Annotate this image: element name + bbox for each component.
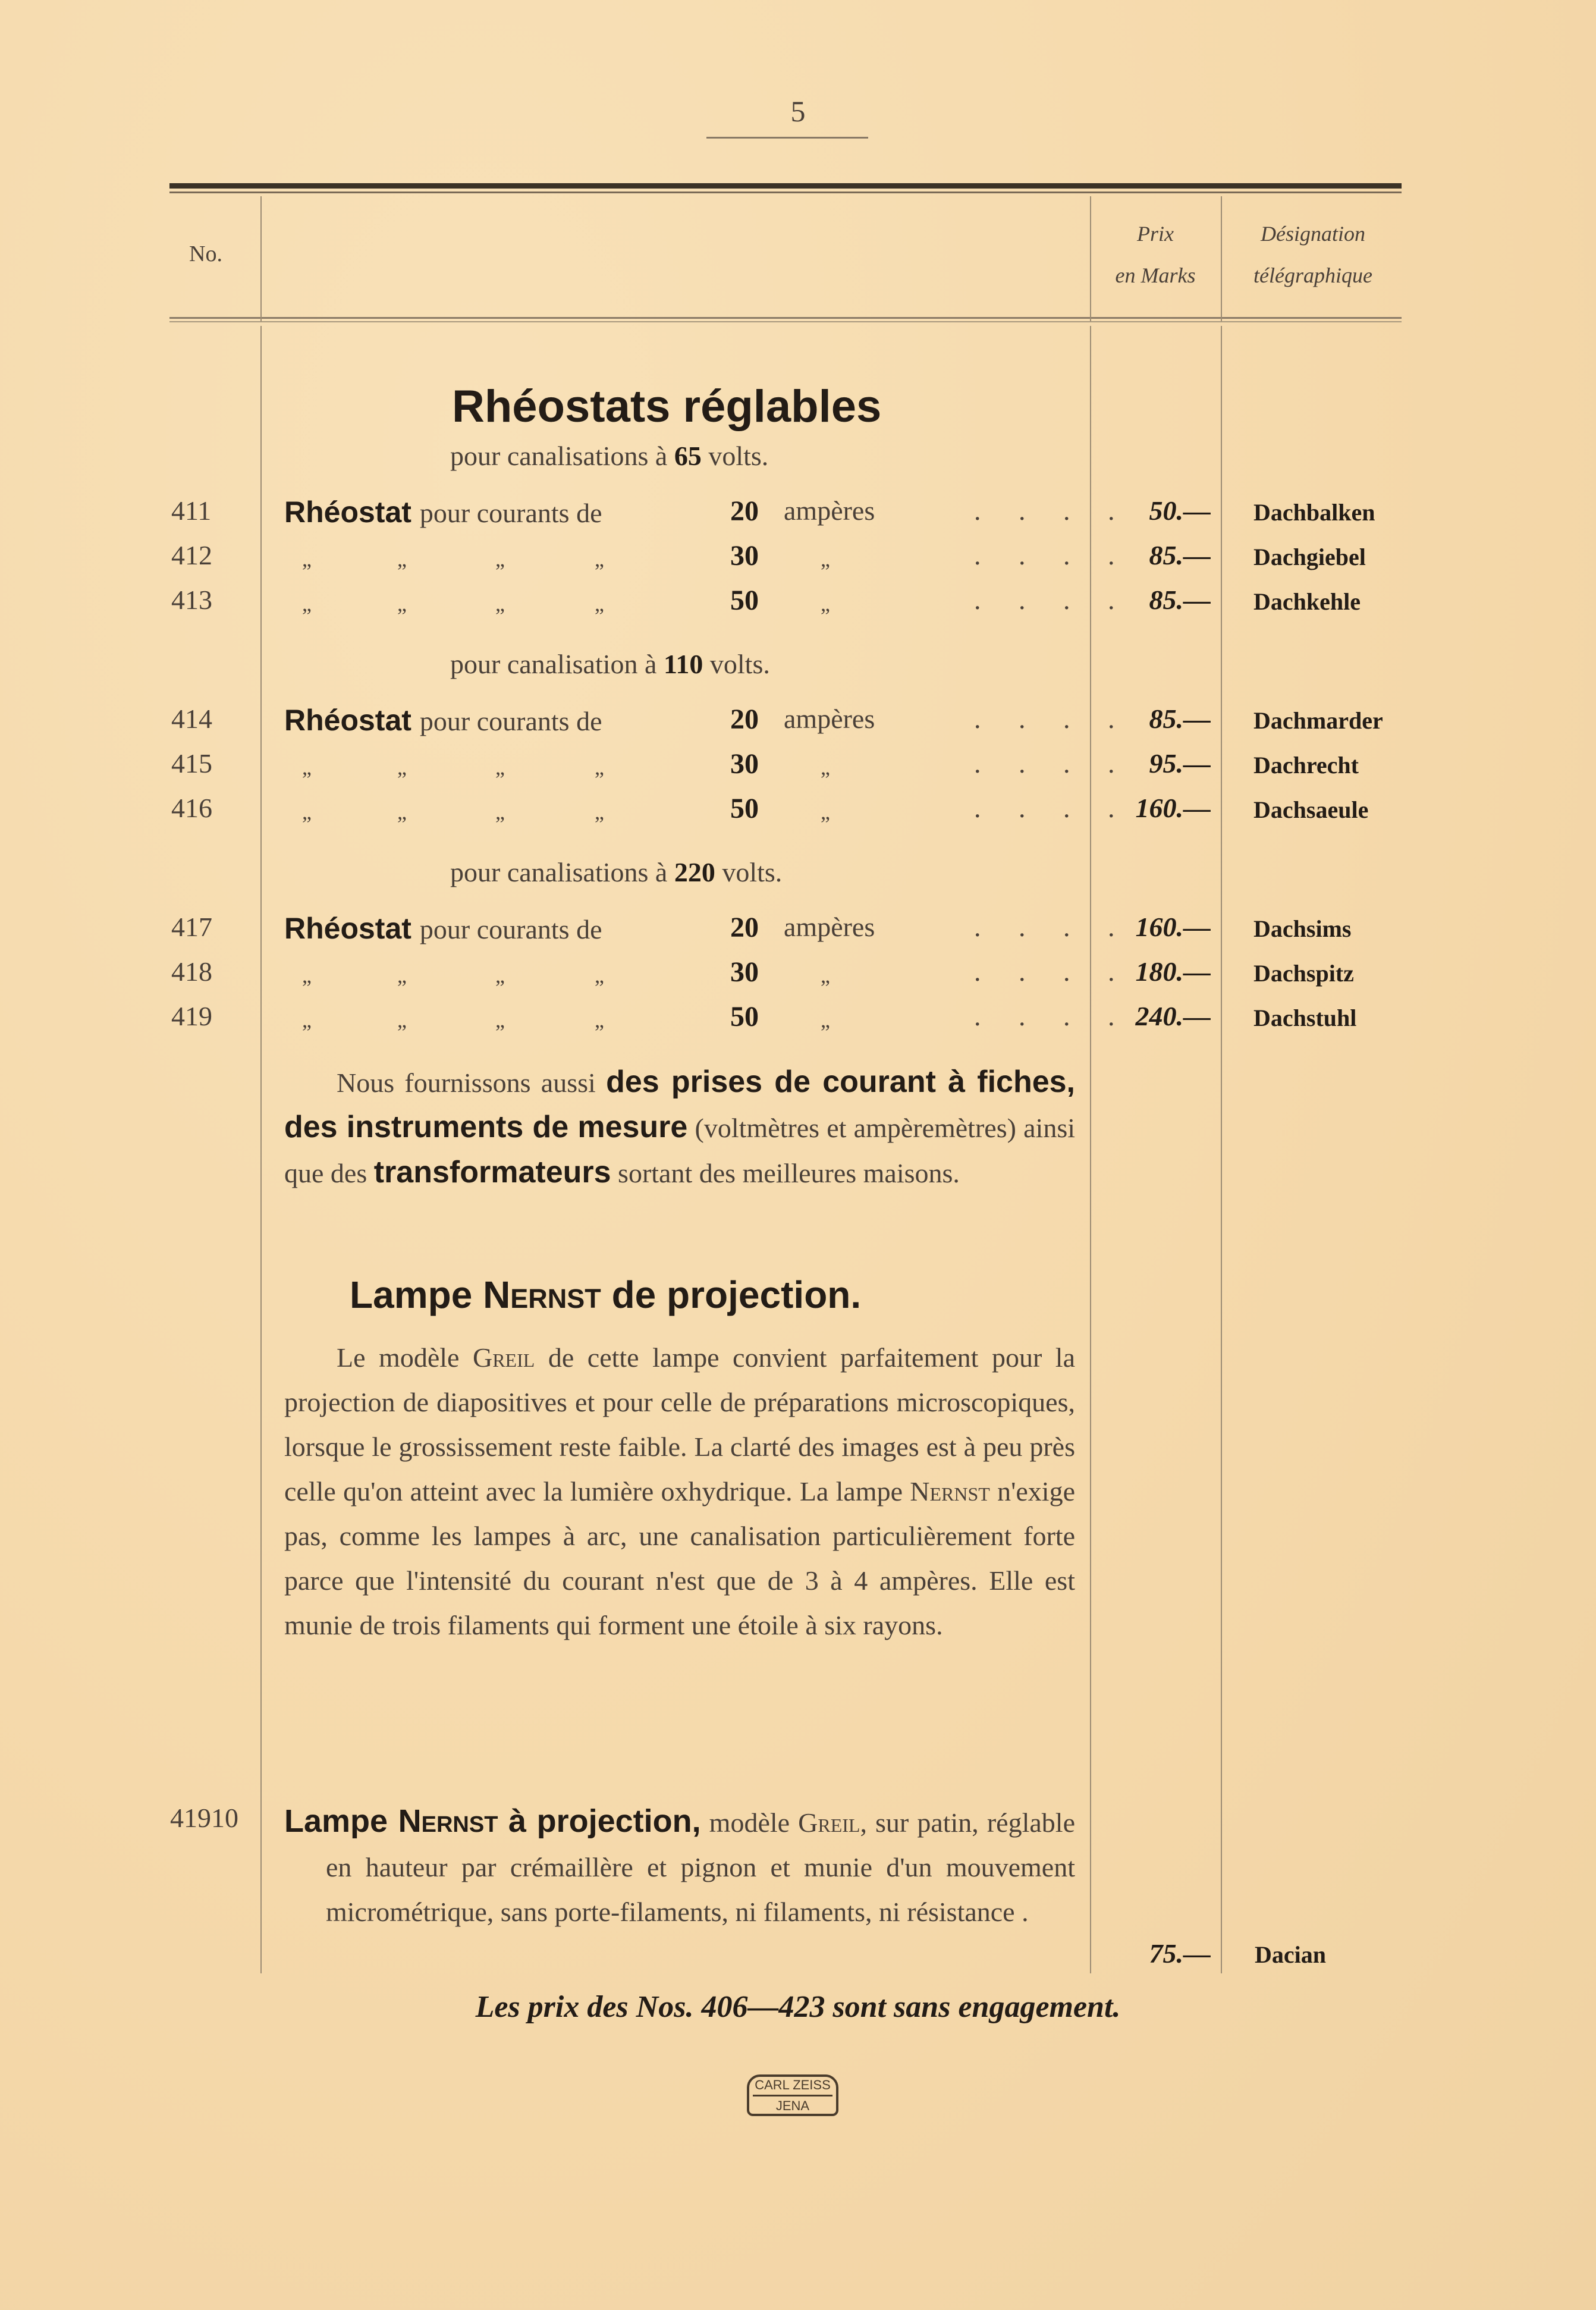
ditto-mark: „ <box>821 800 830 824</box>
header-bottom-rule-2 <box>169 321 1402 322</box>
item-description <box>284 911 602 946</box>
ditto-mark: „ <box>397 592 407 616</box>
subtitle-text: pour canalisation à <box>450 649 664 679</box>
supply-note-text-3: sortant des meilleures maisons. <box>611 1158 960 1188</box>
title-text: Lampe <box>350 1273 483 1316</box>
item-telegraph-code: Dachbalken <box>1253 499 1375 526</box>
item-price: 160.— <box>1135 912 1211 942</box>
table-row <box>0 703 1596 739</box>
item-number: 417 <box>171 912 212 942</box>
item-price-41910: 75.— <box>1149 1938 1211 1969</box>
column-header-price-2: en Marks <box>1115 263 1196 287</box>
ditto-mark: „ <box>302 755 312 779</box>
voltage-subtitle <box>450 440 768 472</box>
page-number: 5 <box>790 95 806 128</box>
item-lead: Lampe <box>284 1803 398 1839</box>
item-amperes: 30 <box>730 540 759 572</box>
subtitle-volts: 65 <box>674 441 702 471</box>
item-text: pour courants de <box>419 498 602 528</box>
column-header-price-1: Prix <box>1137 222 1174 246</box>
table-row <box>0 956 1596 991</box>
ditto-mark: „ <box>595 547 604 571</box>
item-unit: ampères <box>784 704 875 734</box>
item-number: 418 <box>171 956 212 987</box>
ditto-mark: „ <box>821 592 830 616</box>
ditto-mark: „ <box>302 1008 312 1032</box>
item-lead-brand: Nernst <box>398 1803 498 1839</box>
paragraph-brand-name: Nernst <box>910 1476 990 1506</box>
item-text-1: modèle <box>700 1807 799 1838</box>
item-text-2: , sur patin, réglable en hauteur par crémaillère et pignon et munie d'un mouvement micrométrique, sans porte-filaments, ni filaments, ni résistance . <box>326 1807 1075 1927</box>
supply-note-bold-1: des prises de courant à fiches, des instruments de mesure <box>284 1065 1075 1144</box>
ditto-mark: „ <box>821 547 830 571</box>
item-telegraph-code: Dachkehle <box>1253 588 1361 615</box>
supply-note-paragraph <box>284 1060 1075 1195</box>
leader-dots: . . . . <box>974 540 1130 570</box>
leader-dots: . . . . <box>974 912 1130 942</box>
leader-dots: . . . . <box>974 704 1130 734</box>
leader-dots: . . . . <box>974 1001 1130 1031</box>
carl-zeiss-logo <box>747 2074 838 2116</box>
item-amperes: 30 <box>730 956 759 988</box>
item-number: 415 <box>171 748 212 779</box>
ditto-mark: „ <box>302 592 312 616</box>
item-price: 85.— <box>1149 585 1211 615</box>
item-description-41910 <box>284 1799 1075 1934</box>
leader-dots: . . . . <box>974 793 1130 823</box>
item-number: 416 <box>171 793 212 823</box>
section-title-rheostats: Rhéostats réglables <box>452 381 882 432</box>
ditto-mark: „ <box>495 755 505 779</box>
section-title-nernst-lamp <box>350 1273 861 1317</box>
item-amperes: 50 <box>730 585 759 616</box>
ditto-mark: „ <box>397 755 407 779</box>
item-amperes: 50 <box>730 793 759 824</box>
ditto-mark: „ <box>595 963 604 987</box>
item-amperes: 50 <box>730 1001 759 1032</box>
ditto-mark: „ <box>821 755 830 779</box>
supply-note-bold-2: transformateurs <box>373 1155 611 1189</box>
table-row <box>0 539 1596 575</box>
column-header-no: No. <box>189 241 222 266</box>
paragraph-text-3: n'exige pas, comme les lampes à arc, une canalisation particulièrement forte parce que l'intensité du courant n'est que de 3 à 4 ampères. Elle est munie de trois filaments qui forment une étoile à six rayons. <box>284 1476 1076 1640</box>
voltage-subtitle <box>450 648 770 680</box>
table-row <box>0 495 1596 531</box>
ditto-mark: „ <box>302 800 312 824</box>
column-header-designation-1: Désignation <box>1261 222 1365 246</box>
item-unit: ampères <box>784 495 875 526</box>
item-telegraph-code: Dachsims <box>1253 915 1352 942</box>
paragraph-text-1: Le modèle <box>337 1342 473 1373</box>
item-amperes: 20 <box>730 912 759 943</box>
table-row <box>0 792 1596 828</box>
item-number: 413 <box>171 585 212 615</box>
item-description <box>284 495 602 529</box>
item-telegraph-code: Dachrecht <box>1253 752 1359 779</box>
subtitle-volts: 220 <box>674 857 715 887</box>
subtitle-volts: 110 <box>663 649 703 679</box>
column-header-designation-2: télégraphique <box>1253 263 1372 287</box>
header-rule-thin <box>169 192 1402 193</box>
ditto-mark: „ <box>495 1008 505 1032</box>
header-bottom-rule <box>169 317 1402 319</box>
item-telegraph-code: Dachgiebel <box>1253 544 1366 570</box>
item-lead: Rhéostat <box>284 495 411 529</box>
subtitle-text-end: volts. <box>701 441 769 471</box>
logo-line-1: CARL ZEISS <box>755 2077 831 2092</box>
ditto-mark: „ <box>595 592 604 616</box>
supply-note-text-2: (voltmètres et ampèremètres) ainsi que des <box>284 1113 1075 1188</box>
item-price: 160.— <box>1135 793 1211 823</box>
item-number: 411 <box>171 495 212 526</box>
ditto-mark: „ <box>495 963 505 987</box>
column-divider-designation <box>1221 196 1222 321</box>
item-lead: Rhéostat <box>284 704 411 737</box>
ditto-mark: „ <box>821 1008 830 1032</box>
item-telegraph-code: Dachmarder <box>1253 707 1383 734</box>
leader-dots: . . . . <box>974 585 1130 615</box>
ditto-mark: „ <box>397 963 407 987</box>
subtitle-text: pour canalisations à <box>450 441 674 471</box>
table-row <box>0 911 1596 947</box>
item-model-name: Greil <box>798 1807 860 1838</box>
item-unit: ampères <box>784 912 875 942</box>
subtitle-text-end: volts. <box>715 857 783 887</box>
item-number: 419 <box>171 1001 212 1031</box>
title-brand: Nernst <box>483 1273 601 1316</box>
item-price: 50.— <box>1149 495 1211 526</box>
ditto-mark: „ <box>821 963 830 987</box>
header-rule-thick <box>169 183 1402 189</box>
page-number-rule <box>706 137 868 139</box>
ditto-mark: „ <box>595 755 604 779</box>
ditto-mark: „ <box>495 800 505 824</box>
item-amperes: 30 <box>730 748 759 780</box>
ditto-mark: „ <box>302 547 312 571</box>
item-text: pour courants de <box>419 914 602 944</box>
item-price: 85.— <box>1149 704 1211 734</box>
table-row <box>0 748 1596 783</box>
item-telegraph-code: Dachspitz <box>1253 960 1354 987</box>
item-price: 240.— <box>1135 1001 1211 1031</box>
ditto-mark: „ <box>595 800 604 824</box>
ditto-mark: „ <box>302 963 312 987</box>
column-divider-no <box>260 196 262 321</box>
leader-dots: . . . . <box>974 956 1130 987</box>
item-number-41910: 41910 <box>170 1803 238 1833</box>
logo-line-2: JENA <box>775 2098 810 2113</box>
ditto-mark: „ <box>397 1008 407 1032</box>
leader-dots: . . . . <box>974 748 1130 779</box>
item-amperes: 20 <box>730 704 759 735</box>
item-price: 95.— <box>1149 748 1211 779</box>
column-divider-price <box>1090 196 1091 321</box>
voltage-subtitle <box>450 856 782 888</box>
item-telegraph-code: Dachstuhl <box>1253 1005 1357 1031</box>
ditto-mark: „ <box>495 547 505 571</box>
logo-separator <box>753 2095 832 2096</box>
item-price: 85.— <box>1149 540 1211 570</box>
price-disclaimer-note: Les prix des Nos. 406—423 sont sans engagement. <box>475 1990 1121 2024</box>
item-telegraph-code: Dachsaeule <box>1253 796 1369 823</box>
item-number: 414 <box>171 704 212 734</box>
leader-dots: . . . . <box>974 495 1130 526</box>
ditto-mark: „ <box>495 592 505 616</box>
item-telegraph-41910: Dacian <box>1255 1941 1326 1968</box>
ditto-mark: „ <box>595 1008 604 1032</box>
item-text: pour courants de <box>419 706 602 736</box>
item-lead: Rhéostat <box>284 912 411 945</box>
table-row <box>0 1000 1596 1036</box>
item-description <box>284 703 602 737</box>
item-amperes: 20 <box>730 495 759 527</box>
subtitle-text-end: volts. <box>703 649 770 679</box>
table-row <box>0 584 1596 620</box>
title-text-end: de projection. <box>601 1273 862 1316</box>
ditto-mark: „ <box>397 547 407 571</box>
item-price: 180.— <box>1135 956 1211 987</box>
supply-note-text-1: Nous fournissons aussi <box>337 1068 607 1098</box>
item-lead-end: à projection, <box>498 1803 701 1839</box>
nernst-description-paragraph <box>284 1335 1075 1647</box>
item-number: 412 <box>171 540 212 570</box>
paragraph-text-2: de cette lampe convient parfaitement pour la projection de diapositives et pour celle de préparations microscopiques, lorsque le grossissement reste faible. La clarté des images est à peu près celle qu'on atteint avec la lumière oxhydrique. La lampe <box>284 1342 1075 1506</box>
subtitle-text: pour canalisations à <box>450 857 674 887</box>
ditto-mark: „ <box>397 800 407 824</box>
paragraph-model-name: Greil <box>472 1342 535 1373</box>
